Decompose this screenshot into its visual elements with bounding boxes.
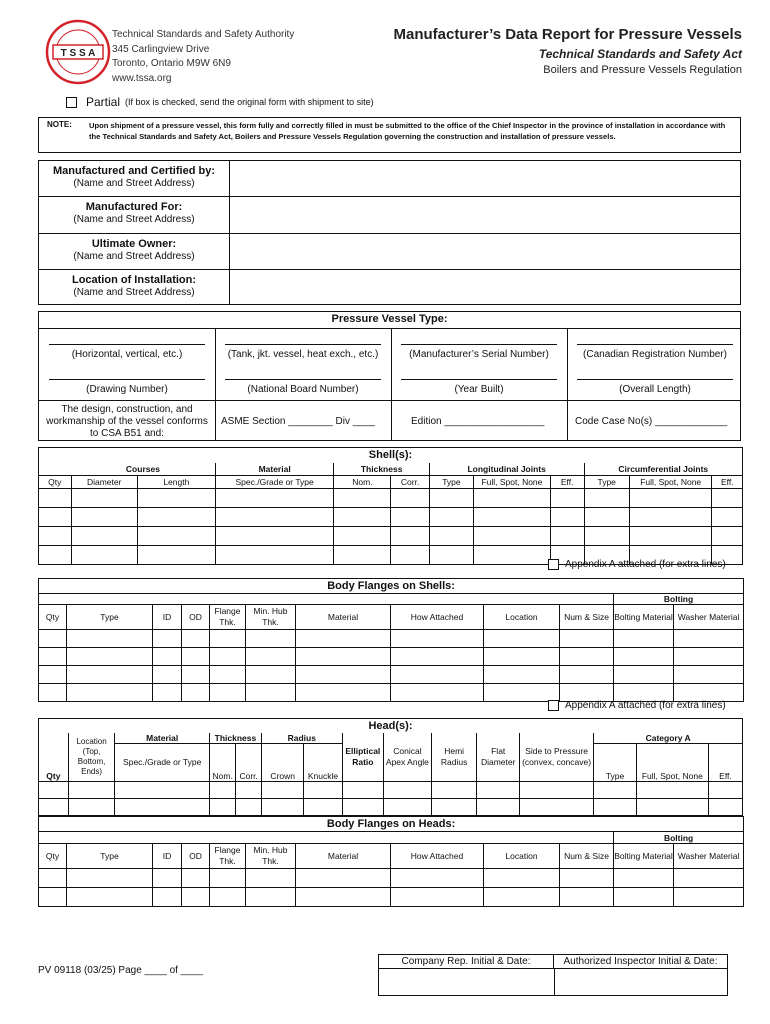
org-name: Technical Standards and Safety Authority [112,29,295,40]
heads-section [38,718,743,816]
shells-group-thickness: Thickness [334,463,429,476]
col-header: Corr. [236,744,261,782]
form-subtitle-reg: Boilers and Pressure Vessels Regulation [543,64,742,76]
col-header: Bolting Material [614,844,674,869]
col-header: Type [584,476,629,489]
pv-vline [215,328,216,400]
col-header: Qty [39,605,67,630]
col-header: Type [594,744,636,782]
party-sep [39,269,229,270]
heads-group-material: Material [115,733,210,744]
col-header: Material [296,605,391,630]
form-id: PV 09118 (03/25) Page ____ of ____ [38,965,203,976]
col-header: Eff. [712,476,743,489]
col-header: Eff. [708,744,742,782]
col-header: ID [153,844,182,869]
pv-field-caption: (Overall Length) [619,384,691,395]
pv-serial-field[interactable] [401,344,557,360]
col-header: Type [429,476,473,489]
shells-appendix-checkbox[interactable] [548,559,559,570]
note-box [38,117,741,153]
partial-checkbox[interactable] [66,97,77,108]
col-header: Full, Spot, None [636,744,708,782]
party-manufactured-by [39,165,229,189]
col-header: Washer Material [674,844,744,869]
col-header: Num & Size [560,844,614,869]
org-website: www.tssa.org [112,72,172,84]
pv-national-board-field[interactable] [225,379,381,395]
party-label: Manufactured and Certified by: [53,165,215,177]
party-label: Location of Installation: [71,274,197,286]
col-header: Qty [39,476,72,489]
pv-length-field[interactable] [577,379,733,395]
pv-asme-section-field[interactable]: ASME Section ________ Div ____ [221,416,375,427]
col-header: Location (Top, Bottom, Ends) [68,733,115,782]
table-row[interactable] [39,888,744,907]
party-sub: (Name and Street Address) [73,214,195,225]
col-header: Type [67,844,153,869]
table-row[interactable] [39,489,743,508]
pv-vessel-kind-field[interactable] [225,344,381,360]
pv-field-caption: (Tank, jkt. vessel, heat exch., etc.) [227,349,379,360]
ultimate-owner-input[interactable] [230,234,740,269]
shells-group-material: Material [215,463,334,476]
col-header: Material [296,844,391,869]
table-row[interactable] [39,666,744,684]
note-key: NOTE: [47,120,72,129]
pv-registration-field[interactable] [577,344,733,360]
col-header: Flange Thk. [210,844,246,869]
col-header: Full, Spot, None [629,476,712,489]
table-row[interactable] [39,527,743,546]
pv-field-caption: (National Board Number) [247,384,359,395]
col-header: Min. Hub Thk. [246,844,296,869]
party-sep [39,233,229,234]
pv-orientation-field[interactable] [49,344,205,360]
flanges-heads-title: Body Flanges on Heads: [39,817,744,832]
col-header: Flat Diameter [477,733,519,782]
pv-vline [567,328,568,400]
company-rep-input[interactable] [379,970,554,995]
shells-section [38,447,743,565]
shells-appendix-label: Appendix A attached (for extra lines) [565,559,726,570]
col-header: Min. Hub Thk. [246,605,296,630]
parties-box [38,160,741,305]
pv-sep [39,400,740,401]
note-text: Upon shipment of a pressure vessel, this form fully and correctly filled in must be submitted to the office of the Chief Inspector in the province of installation in accordance with the Technical Standards and Safety Act, Boilers and Pressure Vessels Regulation governing the construction and installation of pressure vessels. [89,121,726,141]
partial-label: Partial [86,95,121,109]
col-header: Nom. [209,744,236,782]
party-sub: (Name and Street Address) [73,178,195,189]
shells-blank [39,463,72,476]
table-row[interactable] [39,799,743,816]
pv-conformance-label: The design, construction, and workmanship of the vessel conforms to CSA B51 and: [46,404,208,439]
pv-field-caption: (Drawing Number) [86,384,168,395]
col-header: Flange Thk. [210,605,246,630]
col-header: Num & Size [560,605,614,630]
inspector-label: Authorized Inspector Initial & Date: [554,955,727,969]
col-header: Washer Material [674,605,744,630]
shells-group-long-joints: Longitudinal Joints [429,463,584,476]
flanges-heads-bolting: Bolting [614,832,744,844]
signature-box [378,954,728,996]
col-header: Crown [261,744,303,782]
col-header: Side to Pressure (convex, concave) [519,733,593,782]
org-address1: 345 Carlingview Drive [112,43,210,55]
heads-group-category-a: Category A [594,733,743,744]
tssa-logo [44,18,112,86]
pv-vline [391,328,392,400]
col-header: Qty [39,733,69,782]
col-header: Location [484,605,560,630]
flanges-shells-title: Body Flanges on Shells: [39,579,744,594]
party-sep [39,196,229,197]
heads-table [38,718,743,816]
location-input[interactable] [230,270,740,305]
table-row[interactable] [39,508,743,527]
pv-drawing-field[interactable] [49,379,205,395]
title-block [394,26,742,76]
partial-row [66,95,374,109]
shells-group-courses: Courses [71,463,215,476]
col-header: Diameter [71,476,137,489]
pv-field-caption: (Year Built) [454,384,504,395]
col-header: OD [182,844,210,869]
pv-year-built-field[interactable] [401,379,557,395]
col-header: How Attached [391,605,484,630]
heads-group-radius: Radius [261,733,342,744]
flanges-shells-section [38,578,743,702]
flanges-appendix-checkbox[interactable] [548,700,559,711]
pv-vline [567,400,568,440]
party-manufactured-for [39,201,229,225]
manufactured-by-input[interactable] [230,161,740,196]
col-header: Location [484,844,560,869]
party-location [39,274,229,298]
flanges-shells-table [38,578,744,702]
col-header: Spec./Grade or Type [215,476,334,489]
col-header: How Attached [391,844,484,869]
pv-sep [39,328,740,329]
col-header: Corr. [391,476,429,489]
party-label: Ultimate Owner: [91,238,177,250]
org-address2: Toronto, Ontario M9W 6N9 [112,58,231,69]
pv-vline [391,400,392,440]
shells-table [38,447,743,565]
form-subtitle-act: Technical Standards and Safety Act [538,47,742,61]
table-row[interactable] [39,684,744,702]
flanges-appendix [548,700,726,711]
table-row[interactable] [39,630,744,648]
table-row[interactable] [39,648,744,666]
col-header: Full, Spot, None [474,476,551,489]
table-row[interactable] [39,782,743,799]
logo-mid-text: T S S A [60,48,96,59]
heads-title: Head(s): [39,719,743,733]
shells-title: Shell(s): [39,448,743,463]
pressure-vessel-type-box [38,311,741,441]
pv-field-caption: (Horizontal, vertical, etc.) [71,349,183,360]
shells-group-circ-joints: Circumferential Joints [584,463,742,476]
col-header: Length [137,476,215,489]
pv-edition-field[interactable]: Edition __________________ [411,416,545,427]
form-title: Manufacturer’s Data Report for Pressure Vessels [393,26,742,43]
pv-field-caption: (Manufacturer’s Serial Number) [409,349,549,360]
heads-group-thickness: Thickness [209,733,261,744]
pv-code-case-field[interactable]: Code Case No(s) _____________ [575,416,728,427]
pv-vline [215,400,216,440]
party-sub: (Name and Street Address) [73,251,195,262]
col-header: Hemi Radius [431,733,477,782]
party-sub: (Name and Street Address) [73,287,195,298]
pv-field-caption: (Canadian Registration Number) [583,349,727,360]
party-label: Manufactured For: [85,201,183,213]
manufactured-for-input[interactable] [230,197,740,233]
col-header: Elliptical Ratio [342,733,383,782]
shells-appendix [548,559,726,570]
col-header: OD [182,605,210,630]
col-header: Nom. [334,476,391,489]
inspector-input[interactable] [555,970,727,995]
col-header: Qty [39,844,67,869]
col-header: Type [67,605,153,630]
party-ultimate-owner [39,238,229,262]
col-header: Eff. [550,476,584,489]
flanges-heads-table [38,816,744,907]
org-address-block [112,28,294,86]
company-rep-label: Company Rep. Initial & Date: [379,955,554,969]
col-header: Knuckle [304,744,342,782]
flanges-heads-section [38,816,743,907]
table-row[interactable] [39,869,744,888]
col-header: Bolting Material [614,605,674,630]
col-header: Conical Apex Angle [384,733,432,782]
partial-note: (If box is checked, send the original form with shipment to site) [125,97,374,107]
pv-type-title: Pressure Vessel Type: [331,313,448,325]
flanges-shells-bolting: Bolting [614,594,744,605]
flanges-appendix-label: Appendix A attached (for extra lines) [565,700,726,711]
col-header: Spec./Grade or Type [115,744,210,782]
col-header: ID [153,605,182,630]
